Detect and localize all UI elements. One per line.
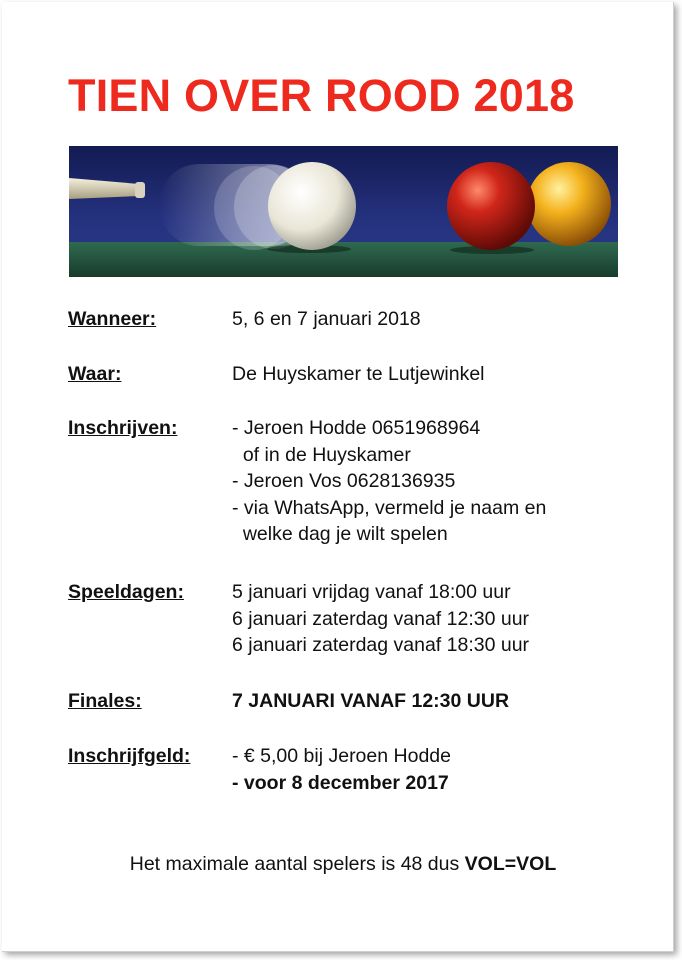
inschrijfgeld-label: Inschrijfgeld: <box>68 745 191 767</box>
speeldag-line: 5 januari vrijdag vanaf 18:00 uur <box>232 581 511 603</box>
speeldagen-lines <box>232 579 529 659</box>
speeldagen-label: Speeldagen: <box>68 581 184 603</box>
wanneer-label: Wanneer: <box>68 308 157 330</box>
finales-label: Finales: <box>68 690 142 712</box>
waar-label: Waar: <box>68 363 122 385</box>
inschrijven-label: Inschrijven: <box>68 417 178 439</box>
inschrijfgeld-line: - € 5,00 bij Jeroen Hodde <box>232 745 451 767</box>
waar-value: De Huyskamer te Lutjewinkel <box>232 363 485 385</box>
speeldag-line: 6 januari zaterdag vanaf 18:30 uur <box>232 634 530 656</box>
footer-bold: VOL=VOL <box>464 853 557 875</box>
inschrijven-lines <box>232 415 546 548</box>
inschrijfgeld-line: - voor 8 december 2017 <box>232 771 449 794</box>
inschrijven-line: of in de Huyskamer <box>232 443 411 466</box>
speeldag-line: 6 januari zaterdag vanaf 12:30 uur <box>232 607 530 630</box>
inschrijfgeld-lines <box>232 743 451 796</box>
finales-value: 7 JANUARI VANAF 12:30 UUR <box>232 690 510 712</box>
inschrijven-line: - Jeroen Hodde 0651968964 <box>232 417 481 439</box>
poster-title: TIEN OVER ROOD 2018 <box>68 70 575 121</box>
footer-text: Het maximale aantal spelers is 48 dus <box>129 853 465 875</box>
poster-page <box>2 2 674 952</box>
billiard-balls-image <box>69 146 618 277</box>
footer-note <box>2 853 682 876</box>
inschrijven-line: welke dag je wilt spelen <box>232 523 448 545</box>
inschrijven-line: - Jeroen Vos 0628136935 <box>232 470 456 492</box>
inschrijven-line: - via WhatsApp, vermeld je naam en <box>232 496 547 519</box>
wanneer-value: 5, 6 en 7 januari 2018 <box>232 308 421 330</box>
